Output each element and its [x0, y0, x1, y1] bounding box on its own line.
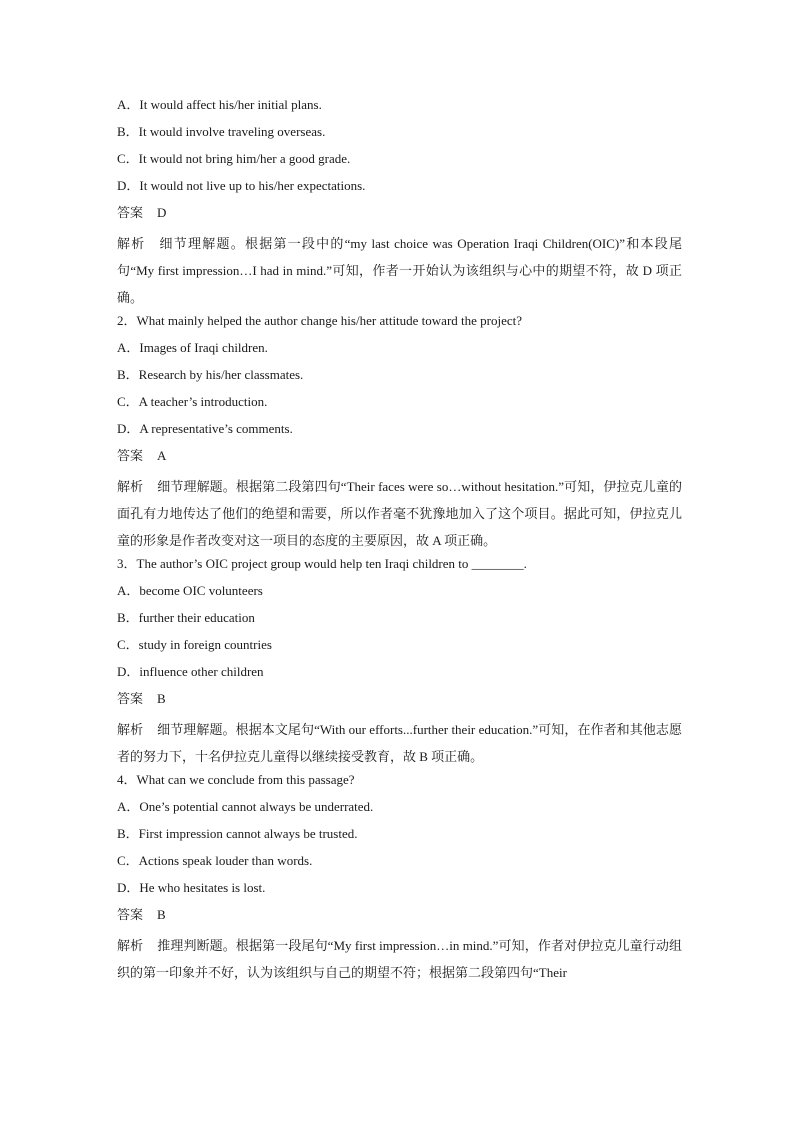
answer-value: D: [157, 205, 167, 220]
q1-option-c: C．It would not bring him/her a good grade.: [117, 151, 351, 166]
analysis-text: 细节理解题。根据第二段第四句“Their faces were so…without hesitation.”可知，伊拉克儿童的面孔有力地传达了他们的绝望和需要，所以作者毫不犹豫地加入了这个项目。据此可知，伊拉克儿童的形象是作者改变对这一项目的态度的主要原因，故 A 项正确。: [117, 479, 682, 548]
q2-analysis: [117, 473, 682, 554]
analysis-text: 细节理解题。根据本文尾句“With our efforts...further their education.”可知，在作者和其他志愿者的努力下，十名伊拉克儿童得以继续接受教育，故 B 项正确。: [117, 722, 682, 764]
q1-analysis: [117, 230, 682, 311]
q2-option-d: D．A representative’s comments.: [117, 421, 293, 436]
analysis-text: 细节理解题。根据第一段中的“my last choice was Operation Iraqi Children(OIC)”和本段尾句“My first impression…I had in mind.”可知，作者一开始认为该组织与心中的期望不符，故 D 项正确。: [117, 236, 682, 305]
q3-analysis: [117, 716, 682, 770]
q3-answer: [117, 689, 682, 716]
q4-option-a: A．One’s potential cannot always be underrated.: [117, 799, 374, 814]
answer-label: 答案: [117, 205, 144, 220]
answer-value: B: [157, 907, 166, 922]
q4-analysis: [117, 932, 682, 986]
q1-answer: [117, 203, 682, 230]
analysis-label: 解析: [117, 236, 146, 251]
q2-answer: [117, 446, 682, 473]
answer-value: A: [157, 448, 167, 463]
q1-option-b: B．It would involve traveling overseas.: [117, 124, 326, 139]
q3-option-b: B．further their education: [117, 610, 255, 625]
q2-option-a: A．Images of Iraqi children.: [117, 340, 268, 355]
analysis-text: 推理判断题。根据第一段尾句“My first impression…in mind.”可知，作者对伊拉克儿童行动组织的第一印象并不好，认为该组织与自己的期望不符；根据第二段第四句“Their: [117, 938, 682, 980]
q3-option-c: C．study in foreign countries: [117, 637, 272, 652]
q2-option-c: C．A teacher’s introduction.: [117, 394, 268, 409]
page-content: [117, 95, 682, 986]
q3-option-d: D．influence other children: [117, 664, 264, 679]
q4-answer: [117, 905, 682, 932]
answer-label: 答案: [117, 691, 144, 706]
analysis-label: 解析: [117, 479, 144, 494]
q4-option-c: C．Actions speak louder than words.: [117, 853, 313, 868]
answer-value: B: [157, 691, 166, 706]
q4-option-d: D．He who hesitates is lost.: [117, 880, 266, 895]
answer-label: 答案: [117, 907, 144, 922]
q2-stem: 2．What mainly helped the author change his/her attitude toward the project?: [117, 313, 523, 328]
q4-stem: 4．What can we conclude from this passage?: [117, 772, 355, 787]
q1-option-a: A．It would affect his/her initial plans.: [117, 97, 322, 112]
answer-label: 答案: [117, 448, 144, 463]
q2-option-b: B．Research by his/her classmates.: [117, 367, 304, 382]
q1-option-d: D．It would not live up to his/her expectations.: [117, 178, 366, 193]
q4-option-b: B．First impression cannot always be trusted.: [117, 826, 358, 841]
analysis-label: 解析: [117, 938, 144, 953]
analysis-label: 解析: [117, 722, 144, 737]
q3-stem: 3．The author’s OIC project group would help ten Iraqi children to ________.: [117, 556, 527, 571]
q3-option-a: A．become OIC volunteers: [117, 583, 263, 598]
